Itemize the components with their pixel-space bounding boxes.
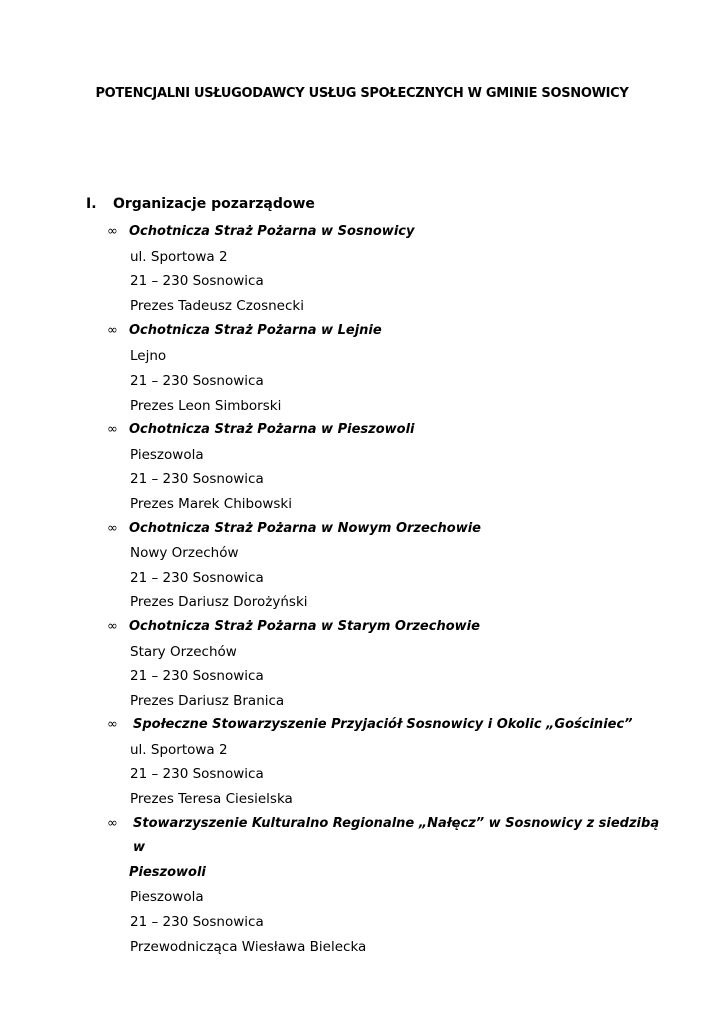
organization-entry bbox=[107, 713, 667, 811]
organization-leader: Prezes Marek Chibowski bbox=[130, 495, 292, 512]
infinity-bullet-icon: ∞ bbox=[107, 323, 118, 339]
infinity-bullet-icon: ∞ bbox=[107, 717, 118, 733]
organization-name-row bbox=[107, 615, 667, 640]
section-number: I. bbox=[86, 196, 97, 212]
section-heading bbox=[86, 196, 315, 212]
organization-name-continued bbox=[107, 861, 667, 886]
infinity-bullet-icon: ∞ bbox=[107, 422, 118, 438]
organization-entry bbox=[107, 812, 667, 960]
organization-name: Ochotnicza Straż Pożarna w Nowym Orzechowie bbox=[129, 520, 481, 536]
organization-postal-code: 21 – 230 Sosnowica bbox=[130, 569, 264, 586]
organization-postal-code: 21 – 230 Sosnowica bbox=[130, 471, 264, 488]
organization-leader: Prezes Teresa Ciesielska bbox=[130, 791, 293, 808]
organization-entry bbox=[107, 517, 667, 615]
organization-address: Stary Orzechów bbox=[130, 643, 237, 660]
organization-name-row bbox=[107, 220, 667, 245]
organization-name-continuation: Pieszowoli bbox=[129, 864, 206, 880]
organization-address: Nowy Orzechów bbox=[130, 545, 239, 562]
infinity-bullet-icon: ∞ bbox=[107, 618, 118, 634]
organization-address: Pieszowola bbox=[130, 446, 204, 463]
organization-name-row bbox=[107, 812, 667, 861]
organization-leader: Prezes Dariusz Dorożyński bbox=[130, 594, 308, 611]
page-title: POTENCJALNI USŁUGODAWCY USŁUG SPOŁECZNYCH W GMINIE SOSNOWICY bbox=[95, 86, 629, 101]
organization-name: Społeczne Stowarzyszenie Przyjaciół Sosnowicy i Okolic „Gościniec” bbox=[133, 717, 633, 733]
organization-address: Lejno bbox=[130, 348, 167, 365]
organization-entry bbox=[107, 220, 667, 318]
organization-postal-code: 21 – 230 Sosnowica bbox=[130, 914, 264, 931]
organization-name-row bbox=[107, 418, 667, 443]
infinity-bullet-icon: ∞ bbox=[107, 224, 118, 239]
organization-name-row bbox=[107, 318, 667, 344]
organization-name: Ochotnicza Straż Pożarna w Sosnowicy bbox=[129, 224, 415, 239]
organization-postal-code: 21 – 230 Sosnowica bbox=[130, 273, 264, 290]
organization-postal-code: 21 – 230 Sosnowica bbox=[130, 372, 264, 389]
organization-name: Ochotnicza Straż Pożarna w Lejnie bbox=[129, 323, 382, 339]
organization-leader: Prezes Dariusz Branica bbox=[130, 692, 285, 709]
organization-entry bbox=[107, 615, 667, 713]
organization-list bbox=[107, 220, 667, 959]
organization-leader: Prezes Tadeusz Czosnecki bbox=[130, 297, 304, 314]
organization-leader: Prezes Leon Simborski bbox=[130, 397, 282, 414]
organization-postal-code: 21 – 230 Sosnowica bbox=[130, 668, 264, 685]
organization-name: Ochotnicza Straż Pożarna w Starym Orzechowie bbox=[129, 618, 480, 634]
infinity-bullet-icon: ∞ bbox=[107, 520, 118, 536]
organization-entry bbox=[107, 418, 667, 516]
infinity-bullet-icon: ∞ bbox=[107, 815, 118, 831]
section-title: Organizacje pozarządowe bbox=[113, 196, 315, 212]
organization-name: Ochotnicza Straż Pożarna w Pieszowoli bbox=[129, 422, 415, 438]
organization-entry bbox=[107, 318, 667, 418]
organization-postal-code: 21 – 230 Sosnowica bbox=[130, 766, 264, 783]
organization-leader: Przewodnicząca Wiesława Bielecka bbox=[130, 938, 367, 955]
organization-address: ul. Sportowa 2 bbox=[130, 741, 228, 758]
organization-address: ul. Sportowa 2 bbox=[130, 248, 228, 265]
organization-name-row bbox=[107, 517, 667, 542]
organization-name-row bbox=[107, 713, 667, 738]
organization-name: Stowarzyszenie Kulturalno Regionalne „Nałęcz” w Sosnowicy z siedzibą w bbox=[133, 815, 660, 856]
organization-address: Pieszowola bbox=[130, 889, 204, 906]
